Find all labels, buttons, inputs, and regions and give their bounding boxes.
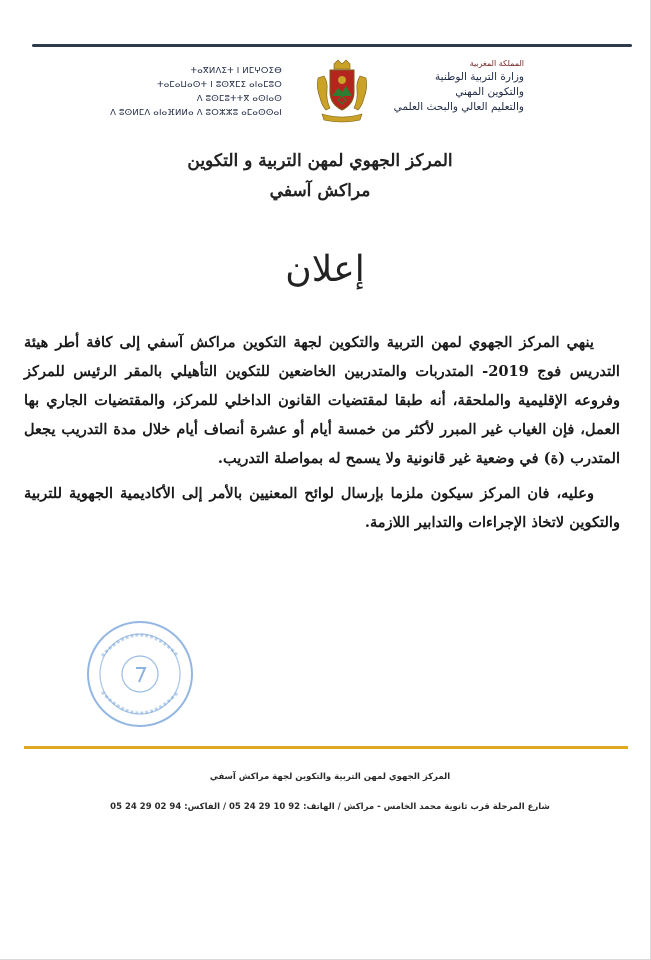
ministry-name-arabic [378, 58, 524, 115]
official-stamp-icon [82, 616, 198, 732]
tifinagh-line: ⴷ ⵓⵙⵍⵎⴷ ⴰⵏⴰⴼⵍⵍⴰ ⴷ ⵓⵔⵣⵣⵓ ⴰⵎⴰⵙⵙⴰⵏ [110, 108, 282, 118]
ministry-line: والتعليم العالي والبحث العلمي [393, 101, 524, 113]
ministry-line: وزارة التربية الوطنية [435, 71, 524, 83]
kingdom-label: المملكة المغربية [469, 59, 524, 68]
footer-rule [24, 746, 628, 749]
footer-contact-info: شارع المرحلة قرب ثانوية محمد الخامس - مراكش / الهاتف: 92 10 29 24 05 / الفاكس: 94 02 29 24 05 [110, 802, 550, 812]
footer-center-name: المركز الجهوي لمهن التربية والتكوين لجهة مراكش آسفي [209, 772, 451, 782]
header-rule [32, 44, 632, 47]
tifinagh-line: ⴷ ⵓⵙⵎⵓⵜⵜⴳ ⴰⵙⵏⴰⵙ [196, 94, 282, 104]
ministry-line: والتكوين المهني [455, 86, 524, 98]
moroccan-coat-of-arms-icon [314, 58, 370, 124]
center-name [120, 146, 520, 206]
tifinagh-line: ⵜⴰⴳⵍⴷⵉⵜ ⵏ ⵍⵎⵖⵔⵉⴱ [190, 66, 282, 76]
announcement-title: إعلان [285, 249, 365, 290]
center-region-line: مراكش آسفي [269, 181, 371, 201]
tifinagh-line: ⵜⴰⵎⴰⵡⴰⵙⵜ ⵏ ⵓⵙⴳⵎⵉ ⴰⵏⴰⵎⵓⵔ [156, 80, 282, 90]
announcement-paragraph: وعليه، فان المركز سيكون ملزما بإرسال لوائح المعنيين بالأمر إلى الأكاديمية الجهوية للتربية والتكوين لاتخاذ الإجراءات والتدابير اللازمة. [24, 485, 620, 531]
ministry-name-tifinagh [42, 64, 282, 120]
announcement-body [24, 328, 620, 543]
announcement-paragraph: ينهي المركز الجهوي لمهن التربية والتكوين لجهة التكوين مراكش آسفي إلى كافة أطر هيئة التدريس فوج 2019- المتدربات والمتدربين الخاضعين للتكوين التأهيلي بالمقر الرئيس للمركز وفروعه الإقليمية والملحقة، أنه طبقا لمقتضيات القانون الداخلي للمركز، والمقتضيات الجاري بها العمل، فإن الغياب غير المبرر لأكثر من خمسة أيام أو عشرة أنصاف أيام خلال مدة التدريب يجعل المتدرب (ة) في وضعية غير قانونية ولا يسمح له بمواصلة التدريب. [24, 334, 620, 467]
center-name-line: المركز الجهوي لمهن التربية و التكوين [187, 151, 453, 171]
